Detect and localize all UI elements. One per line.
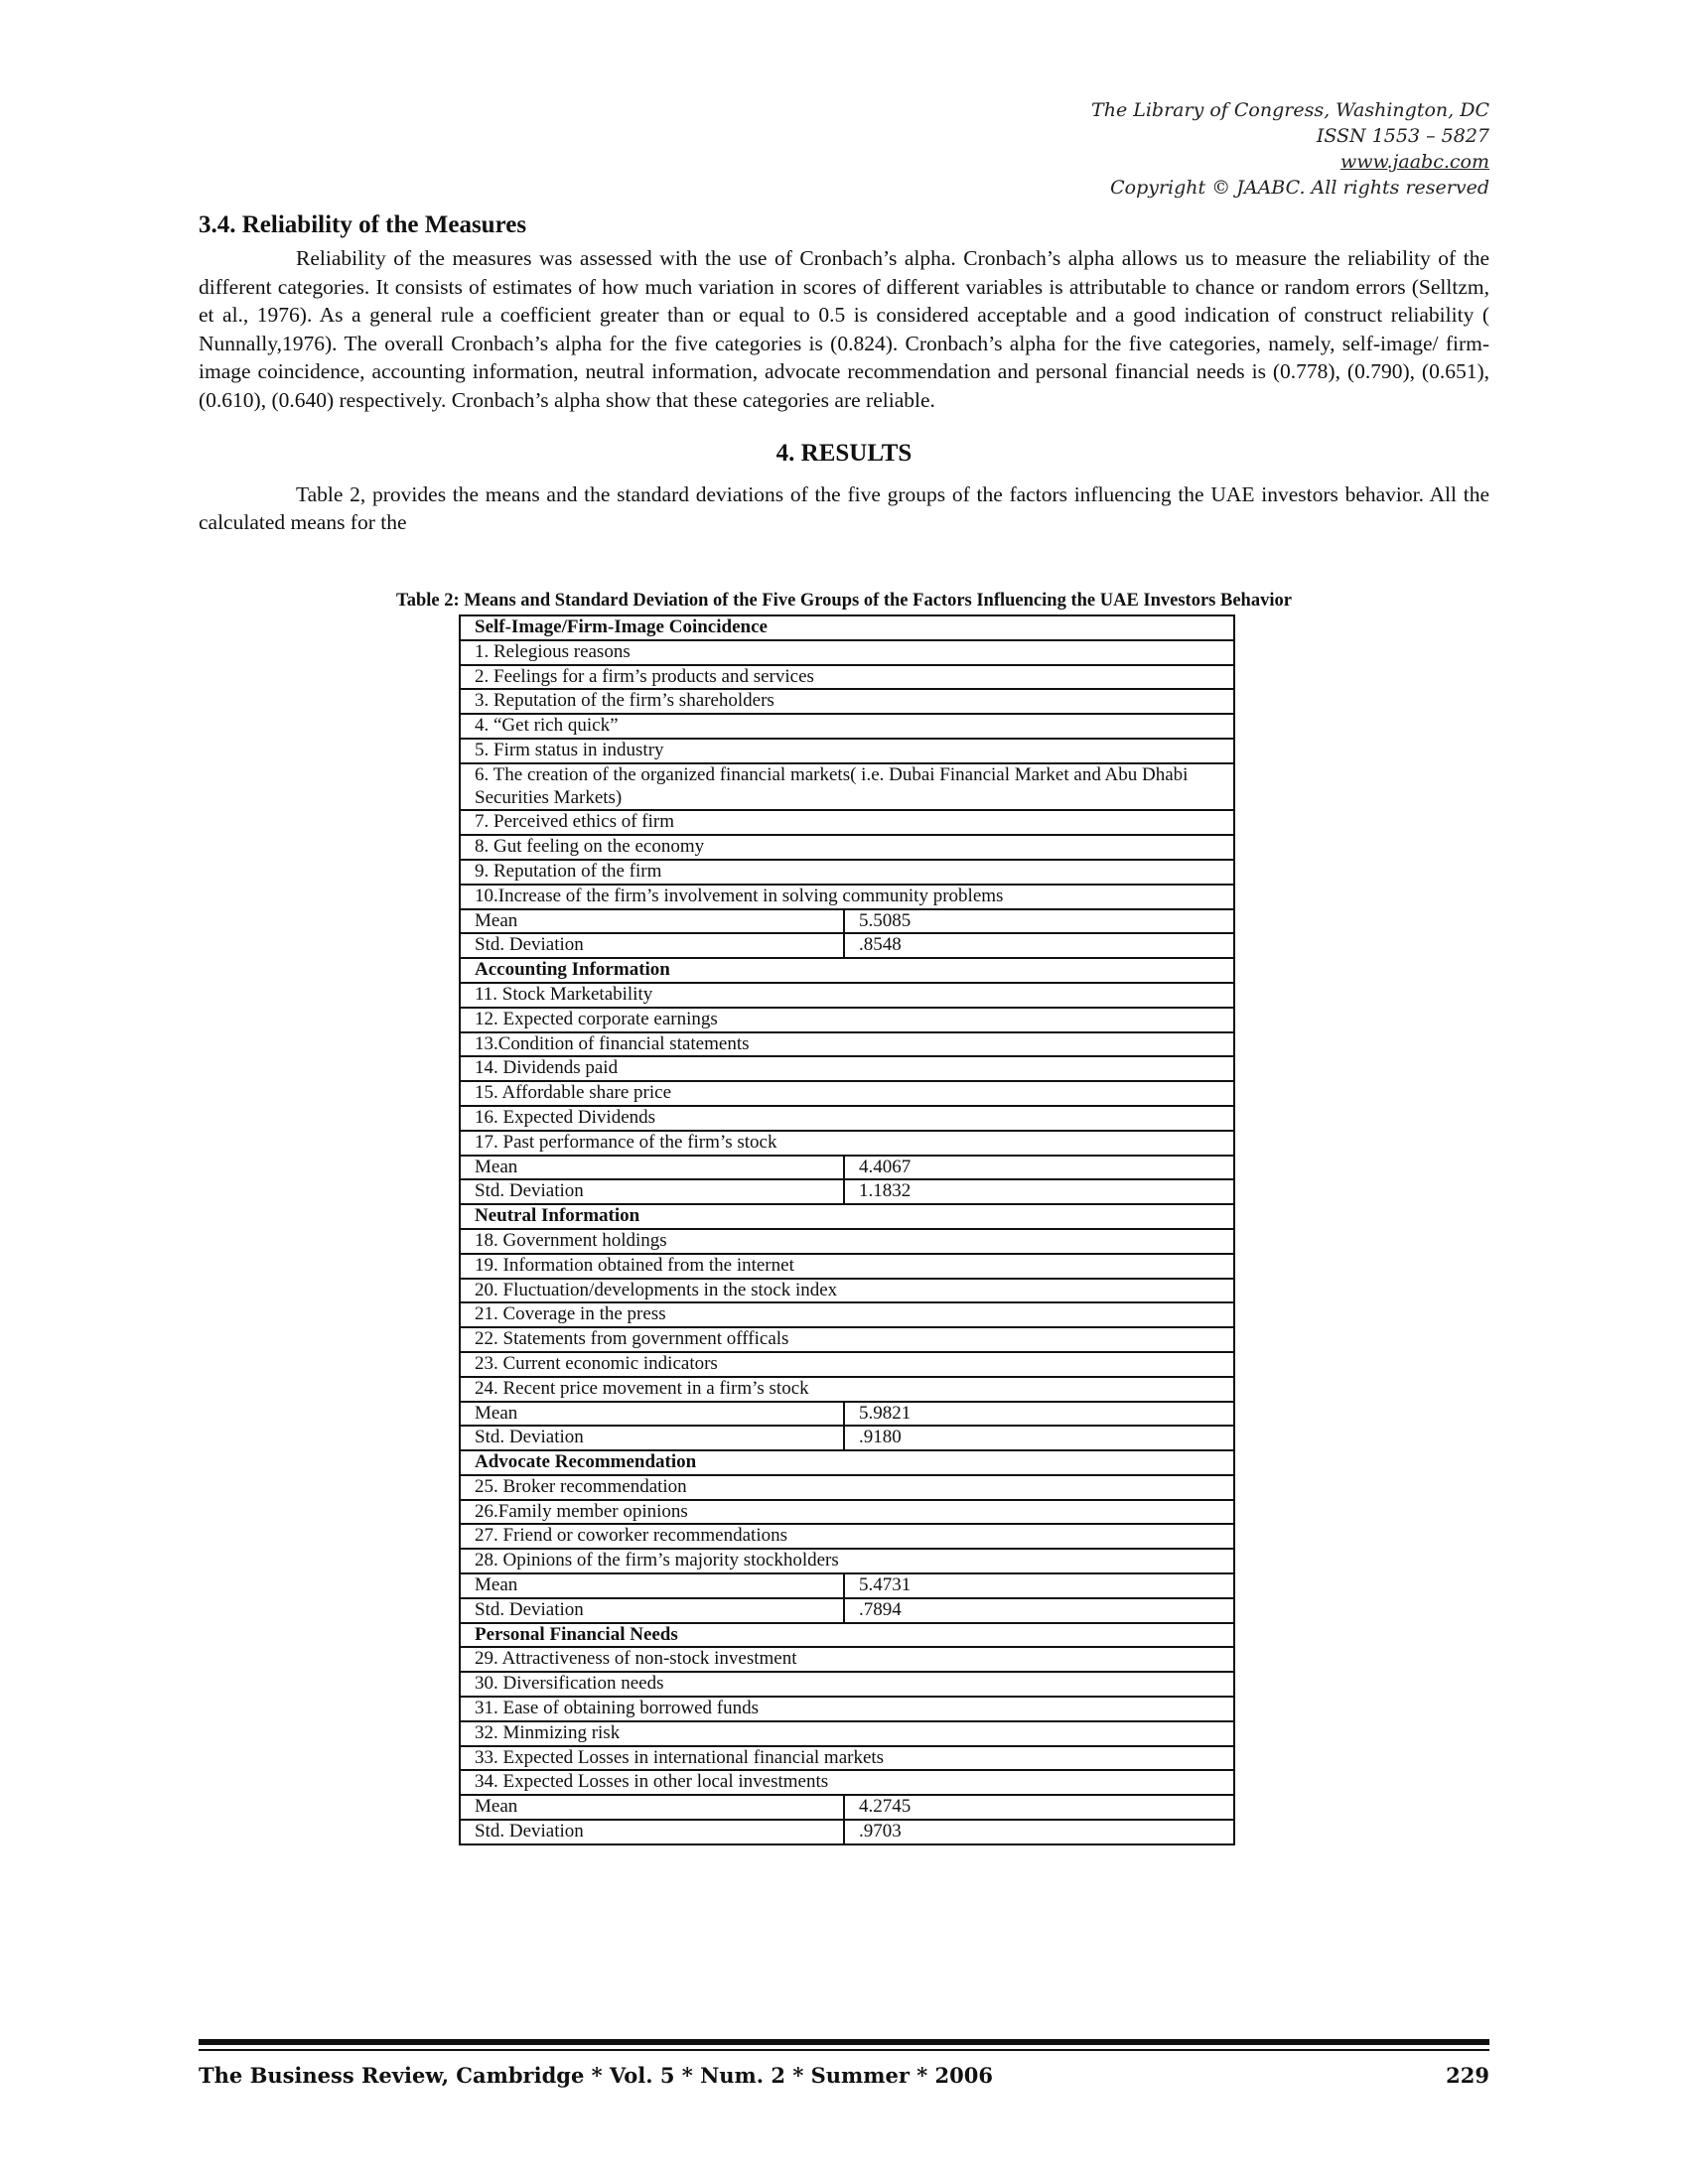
table-item-row xyxy=(460,983,1234,1008)
table-item-row xyxy=(460,1352,1234,1377)
factor-item-cell: 4. “Get rich quick” xyxy=(460,714,1234,739)
factor-item-cell: 27. Friend or coworker recommendations xyxy=(460,1524,1234,1549)
table-group-header-row xyxy=(460,1450,1234,1475)
sd-value-cell: .9180 xyxy=(844,1426,1234,1450)
table-caption: Table 2: Means and Standard Deviation of the Five Groups of the Factors Influencing the UAE Investors Behavior xyxy=(396,591,1292,611)
table-item-row xyxy=(460,810,1234,835)
table-item-row xyxy=(460,860,1234,885)
factor-item-cell: 6. The creation of the organized financial markets( i.e. Dubai Financial Market and Abu Dhabi Securities Markets) xyxy=(460,763,1234,811)
table-item-row xyxy=(460,1549,1234,1573)
sd-label-cell: Std. Deviation xyxy=(460,1820,844,1844)
table-item-row xyxy=(460,1377,1234,1402)
factor-item-cell: 10.Increase of the firm’s involvement in solving community problems xyxy=(460,885,1234,909)
factor-item-cell: 29. Attractiveness of non-stock investment xyxy=(460,1647,1234,1672)
factor-item-cell: 9. Reputation of the firm xyxy=(460,860,1234,885)
factor-item-cell: 18. Government holdings xyxy=(460,1229,1234,1254)
table-item-row xyxy=(460,1056,1234,1081)
table-item-row xyxy=(460,1008,1234,1032)
factor-item-cell: 1. Relegious reasons xyxy=(460,640,1234,665)
factor-item-cell: 21. Coverage in the press xyxy=(460,1302,1234,1327)
factor-item-cell: 16. Expected Dividends xyxy=(460,1106,1234,1131)
table-stat-row xyxy=(460,1598,1234,1623)
factor-item-cell: 3. Reputation of the firm’s shareholders xyxy=(460,689,1234,714)
table-item-row xyxy=(460,1524,1234,1549)
group-title-cell: Neutral Information xyxy=(460,1204,1234,1229)
factor-item-cell: 28. Opinions of the firm’s majority stockholders xyxy=(460,1549,1234,1573)
factor-item-cell: 31. Ease of obtaining borrowed funds xyxy=(460,1697,1234,1721)
factor-item-cell: 14. Dividends paid xyxy=(460,1056,1234,1081)
table-item-row xyxy=(460,1500,1234,1525)
factor-item-cell: 7. Perceived ethics of firm xyxy=(460,810,1234,835)
header-library: The Library of Congress, Washington, DC xyxy=(1091,99,1489,121)
factor-item-cell: 2. Feelings for a firm’s products and services xyxy=(460,665,1234,690)
sd-value-cell: .7894 xyxy=(844,1598,1234,1623)
factor-item-cell: 22. Statements from government offficals xyxy=(460,1327,1234,1352)
mean-value-cell: 5.9821 xyxy=(844,1402,1234,1427)
table-item-row xyxy=(460,640,1234,665)
factor-item-cell: 33. Expected Losses in international financial markets xyxy=(460,1746,1234,1771)
table-item-row xyxy=(460,835,1234,860)
factor-item-cell: 30. Diversification needs xyxy=(460,1672,1234,1697)
group-title-cell: Accounting Information xyxy=(460,958,1234,983)
footer xyxy=(199,2063,1489,2088)
table-item-row xyxy=(460,1032,1234,1057)
factor-item-cell: 12. Expected corporate earnings xyxy=(460,1008,1234,1032)
mean-label-cell: Mean xyxy=(460,1573,844,1598)
reliability-paragraph: Reliability of the measures was assessed with the use of Cronbach’s alpha. Cronbach’s alpha allows us to measure the reliability of the different categories. It consists of estimates of how much variation in scores of different variables is attributable to chance or random errors (Selltzm, et al., 1976). As a general rule a coefficient greater than or equal to 0.5 is considered acceptable and a good indication of construct reliability ( Nunnally,1976). The overall Cronbach’s alpha for the five categories is (0.824). Cronbach’s alpha for the five categories, namely, self-image/ firm-image coincidence, accounting information, neutral information, advocate recommendation and personal financial needs is (0.778), (0.790), (0.651), (0.610), (0.640) respectively. Cronbach’s alpha show that these categories are reliable. xyxy=(199,246,1489,412)
table-item-row xyxy=(460,1131,1234,1156)
table-item-row xyxy=(460,1475,1234,1500)
factor-item-cell: 19. Information obtained from the internet xyxy=(460,1254,1234,1279)
sd-label-cell: Std. Deviation xyxy=(460,933,844,958)
sd-label-cell: Std. Deviation xyxy=(460,1598,844,1623)
table-item-row xyxy=(460,1672,1234,1697)
table-item-row xyxy=(460,665,1234,690)
running-header xyxy=(1091,97,1489,201)
footer-journal: The Business Review, Cambridge * Vol. 5 * Num. 2 * Summer * 2006 xyxy=(199,2063,993,2088)
table-item-row xyxy=(460,714,1234,739)
means-table-body xyxy=(460,615,1234,1844)
footer-rule-thick xyxy=(199,2039,1489,2045)
factor-item-cell: 11. Stock Marketability xyxy=(460,983,1234,1008)
table-stat-row xyxy=(460,1179,1234,1204)
table-stat-row xyxy=(460,909,1234,934)
table-item-row xyxy=(460,1721,1234,1746)
table-item-row xyxy=(460,1229,1234,1254)
factor-item-cell: 32. Minmizing risk xyxy=(460,1721,1234,1746)
table-item-row xyxy=(460,1279,1234,1303)
factor-item-cell: 25. Broker recommendation xyxy=(460,1475,1234,1500)
table-stat-row xyxy=(460,1402,1234,1427)
mean-label-cell: Mean xyxy=(460,909,844,934)
mean-value-cell: 4.2745 xyxy=(844,1795,1234,1820)
factor-item-cell: 20. Fluctuation/developments in the stock index xyxy=(460,1279,1234,1303)
group-title-cell: Advocate Recommendation xyxy=(460,1450,1234,1475)
mean-value-cell: 4.4067 xyxy=(844,1156,1234,1180)
body-section xyxy=(199,210,1489,537)
table-stat-row xyxy=(460,1820,1234,1844)
mean-label-cell: Mean xyxy=(460,1795,844,1820)
table-item-row xyxy=(460,1327,1234,1352)
factor-item-cell: 26.Family member opinions xyxy=(460,1500,1234,1525)
factor-item-cell: 8. Gut feeling on the economy xyxy=(460,835,1234,860)
table-stat-row xyxy=(460,933,1234,958)
factor-item-cell: 13.Condition of financial statements xyxy=(460,1032,1234,1057)
factor-item-cell: 15. Affordable share price xyxy=(460,1081,1234,1106)
header-copyright: Copyright © JAABC. All rights reserved xyxy=(1110,177,1489,199)
mean-value-cell: 5.5085 xyxy=(844,909,1234,934)
factor-item-cell: 5. Firm status in industry xyxy=(460,739,1234,763)
page-number: 229 xyxy=(1446,2063,1489,2088)
means-table xyxy=(459,614,1235,1845)
table-stat-row xyxy=(460,1795,1234,1820)
footer-rule-thin xyxy=(199,2049,1489,2051)
sd-value-cell: .9703 xyxy=(844,1820,1234,1844)
mean-label-cell: Mean xyxy=(460,1156,844,1180)
table-stat-row xyxy=(460,1156,1234,1180)
results-paragraph: Table 2, provides the means and the standard deviations of the five groups of the factors influencing the UAE investors behavior. All the calculated means for the xyxy=(199,481,1489,535)
table-group-header-row xyxy=(460,958,1234,983)
table-item-row xyxy=(460,885,1234,909)
table-stat-row xyxy=(460,1426,1234,1450)
table-item-row xyxy=(460,1770,1234,1795)
table-item-row xyxy=(460,763,1234,811)
sd-value-cell: 1.1832 xyxy=(844,1179,1234,1204)
table-item-row xyxy=(460,1697,1234,1721)
table-group-header-row xyxy=(460,615,1234,640)
sd-label-cell: Std. Deviation xyxy=(460,1179,844,1204)
table-item-row xyxy=(460,1081,1234,1106)
sd-value-cell: .8548 xyxy=(844,933,1234,958)
group-title-cell: Personal Financial Needs xyxy=(460,1623,1234,1648)
header-url-link[interactable]: www.jaabc.com xyxy=(1339,151,1489,173)
factor-item-cell: 23. Current economic indicators xyxy=(460,1352,1234,1377)
table-item-row xyxy=(460,739,1234,763)
table-item-row xyxy=(460,1106,1234,1131)
table-item-row xyxy=(460,1302,1234,1327)
header-issn: ISSN 1553 – 5827 xyxy=(1316,125,1489,147)
group-title-cell: Self-Image/Firm-Image Coincidence xyxy=(460,615,1234,640)
table-item-row xyxy=(460,689,1234,714)
factor-item-cell: 17. Past performance of the firm’s stock xyxy=(460,1131,1234,1156)
table-group-header-row xyxy=(460,1623,1234,1648)
mean-value-cell: 5.4731 xyxy=(844,1573,1234,1598)
results-heading: 4. RESULTS xyxy=(775,439,913,467)
sd-label-cell: Std. Deviation xyxy=(460,1426,844,1450)
table-item-row xyxy=(460,1746,1234,1771)
factor-item-cell: 34. Expected Losses in other local investments xyxy=(460,1770,1234,1795)
table-item-row xyxy=(460,1254,1234,1279)
factor-item-cell: 24. Recent price movement in a firm’s stock xyxy=(460,1377,1234,1402)
mean-label-cell: Mean xyxy=(460,1402,844,1427)
table-item-row xyxy=(460,1647,1234,1672)
table-group-header-row xyxy=(460,1204,1234,1229)
means-table-container xyxy=(459,614,1233,1845)
section-heading: 3.4. Reliability of the Measures xyxy=(199,211,527,238)
table-stat-row xyxy=(460,1573,1234,1598)
